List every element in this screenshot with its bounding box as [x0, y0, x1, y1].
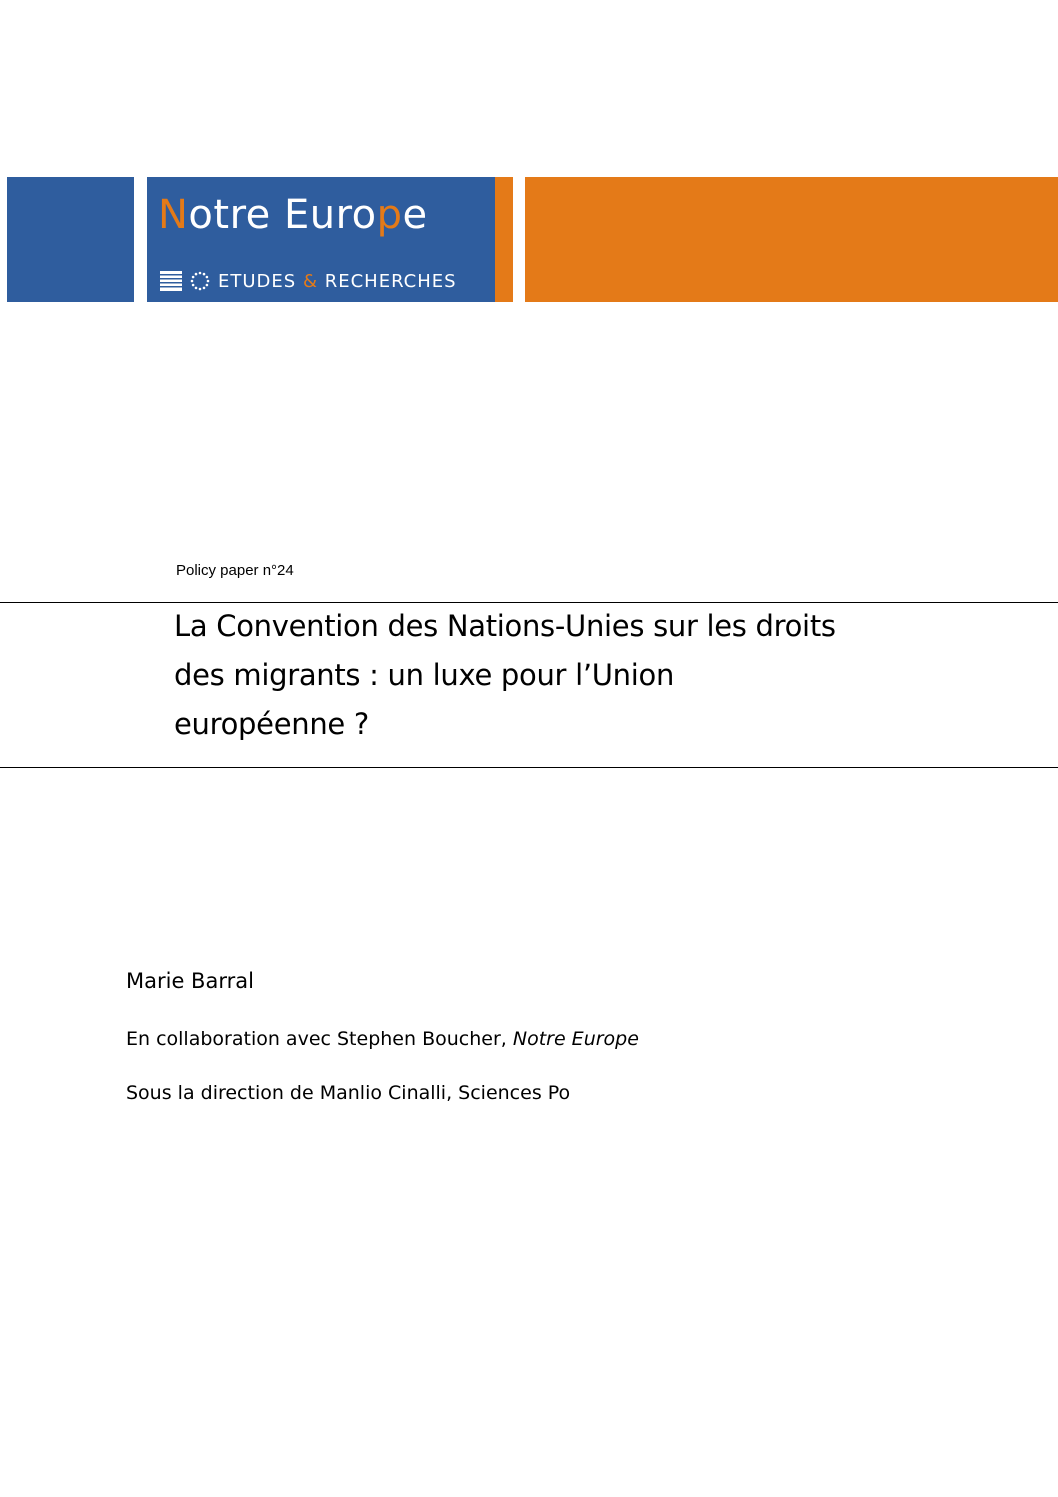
series-word-recherches: RECHERCHES [324, 270, 457, 292]
direction-line: Sous la direction de Manlio Cinalli, Sciences Po [126, 1082, 571, 1104]
title-rule-bottom [0, 767, 1058, 768]
series-ampersand: & [302, 270, 318, 292]
paper-title [174, 602, 934, 749]
author-name: Marie Barral [126, 969, 254, 993]
paper-number: Policy paper n°24 [176, 562, 294, 579]
collaboration-text: En collaboration avec Stephen Boucher, [126, 1028, 507, 1050]
orange-strip [495, 177, 513, 302]
brand-logo-text [158, 192, 428, 238]
brand-text-mid: otre Euro [188, 192, 377, 238]
collaboration-line [126, 1028, 639, 1050]
document-lines-icon [160, 271, 182, 291]
eu-stars-icon [190, 271, 210, 291]
orange-block [525, 177, 1058, 302]
title-line-1: La Convention des Nations-Unies sur les droits [174, 609, 836, 643]
series-label [160, 268, 457, 294]
title-line-2: des migrants : un luxe pour l’Union [174, 658, 675, 692]
series-word-etudes: ETUDES [218, 270, 297, 292]
collaboration-org: Notre Europe [512, 1028, 639, 1050]
brand-letter-p: p [376, 192, 403, 238]
brand-letter-n: N [158, 192, 189, 238]
blue-block-left [7, 177, 134, 302]
series-name [218, 271, 457, 292]
brand-text-end: e [402, 192, 428, 238]
title-line-3: européenne ? [174, 707, 369, 741]
